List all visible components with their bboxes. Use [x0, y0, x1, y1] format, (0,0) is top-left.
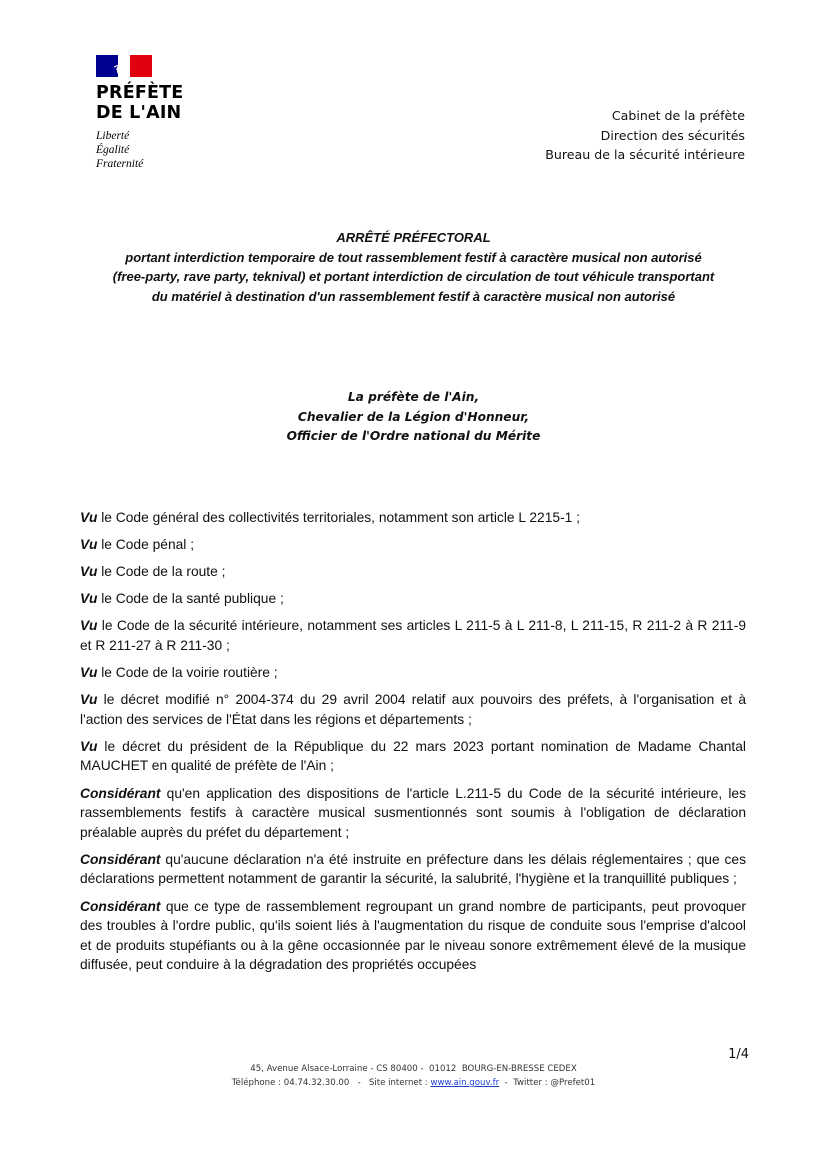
authority-line: La préfète de l'Ain,	[347, 390, 480, 404]
authority-line: Officier de l'Ordre national du Mérite	[286, 429, 541, 443]
paragraph-text: le Code de la voirie routière ;	[97, 665, 278, 681]
service-bureau: Bureau de la sécurité intérieure	[545, 147, 745, 162]
paragraph-text: qu'en application des dispositions de l'article L.211-5 du Code de la sécurité intérieure, les rassemblements festifs à caractère musical susmentionnés sont soumis à l'obligation de déclaration préalable auprès du préfet du département ;	[80, 785, 746, 840]
decree-heading: ARRÊTÉ PRÉFECTORAL	[336, 230, 491, 245]
logo-title-line2: DE L'AIN	[96, 103, 182, 123]
footer-address: 45, Avenue Alsace-Lorraine - CS 80400 - 01012 BOURG-EN-BRESSE CEDEX	[250, 1064, 577, 1074]
considerant-paragraph	[80, 897, 746, 975]
decree-subtitle-line: du matériel à destination d'un rassemblement festif à caractère musical non autorisé	[151, 288, 676, 304]
decree-subtitle-line: (free-party, rave party, teknival) et portant interdiction de circulation de tout véhicule transportant	[112, 269, 715, 284]
paragraph-text: le décret modifié n° 2004-374 du 29 avril 2004 relatif aux pouvoirs des préfets, à l'organisation et à l'action des services de l'État dans les régions et départements ;	[80, 692, 746, 727]
republic-motto	[96, 129, 196, 171]
decree-body	[80, 508, 746, 982]
paragraph-keyword: Considérant	[80, 851, 161, 867]
visa-paragraph	[80, 663, 746, 683]
marianne-profile-icon	[111, 55, 133, 77]
motto-liberte: Liberté	[96, 130, 130, 142]
service-direction: Direction des sécurités	[600, 127, 745, 143]
page-footer	[0, 1062, 827, 1090]
paragraph-keyword: Vu	[80, 738, 98, 754]
paragraph-keyword: Vu	[80, 591, 98, 607]
paragraph-text: le Code de la sécurité intérieure, notamment ses articles L 211-5 à L 211-8, L 211-15, R 211-2 à R 211-9 et R 211-27 à R 211-30 ;	[80, 618, 746, 653]
service-cabinet: Cabinet de la préfète	[611, 108, 745, 123]
visa-paragraph	[80, 562, 746, 582]
paragraph-text: le Code général des collectivités territoriales, notamment son article L 2215-1 ;	[97, 510, 581, 525]
motto-fraternite: Fraternité	[96, 158, 144, 170]
authority-line: Chevalier de la Légion d'Honneur,	[297, 409, 530, 424]
issuing-service	[545, 106, 745, 165]
decree-title	[60, 228, 767, 306]
motto-egalite: Égalité	[96, 144, 130, 156]
paragraph-keyword: Vu	[80, 665, 98, 681]
prefecture-logo	[96, 55, 196, 171]
logo-title-line1: PRÉFÈTE	[96, 83, 184, 103]
paragraph-text: qu'aucune déclaration n'a été instruite en préfecture dans les délais réglementaires ; que ces déclarations permettent notamment de garantir la sécurité, la salubrité, l'hygiène et la tranquillité publiques ;	[80, 851, 746, 887]
visa-paragraph	[80, 690, 746, 729]
paragraph-keyword: Vu	[80, 692, 98, 708]
footer-phone: Téléphone : 04.74.32.30.00 - Site internet :	[231, 1078, 431, 1088]
paragraph-keyword: Vu	[80, 618, 98, 634]
website-link[interactable]: www.ain.gouv.fr	[430, 1078, 500, 1088]
page-number: 1/4	[728, 1047, 749, 1062]
paragraph-keyword: Vu	[80, 564, 98, 580]
decree-subtitle-line: portant interdiction temporaire de tout rassemblement festif à caractère musical non autorisé	[125, 249, 702, 265]
marianne-flag-icon	[96, 55, 152, 77]
visa-paragraph	[80, 589, 746, 609]
logo-title	[96, 83, 196, 123]
paragraph-text: le décret du président de la République du 22 mars 2023 portant nomination de Madame Chantal MAUCHET en qualité de préfète de l'Ain ;	[80, 738, 746, 774]
visa-paragraph	[80, 616, 746, 655]
paragraph-keyword: Vu	[80, 537, 98, 553]
footer-contact	[0, 1076, 827, 1090]
considerant-paragraph	[80, 850, 746, 889]
paragraph-text: que ce type de rassemblement regroupant un grand nombre de participants, peut provoquer des troubles à l'ordre public, qu'ils soient liés à l'augmentation du risque de conduite sous l'emprise d'alcool et de produits stupéfiants ou à la gêne occasionnée par le niveau sonore extrêmement élevé de la musique diffusée, peut conduire à la dégradation des propriétés occupées	[80, 898, 746, 973]
visa-paragraph	[80, 508, 746, 528]
paragraph-text: le Code de la route ;	[97, 564, 226, 580]
authority-block	[160, 388, 667, 447]
paragraph-text: le Code de la santé publique ;	[97, 591, 284, 607]
paragraph-keyword: Vu	[80, 510, 98, 525]
footer-twitter: - Twitter : @Prefet01	[499, 1078, 596, 1088]
paragraph-text: le Code pénal ;	[97, 537, 195, 553]
considerant-paragraph	[80, 784, 746, 843]
paragraph-keyword: Considérant	[80, 785, 161, 801]
visa-paragraph	[80, 737, 746, 776]
visa-paragraph	[80, 535, 746, 555]
paragraph-keyword: Considérant	[80, 898, 161, 914]
